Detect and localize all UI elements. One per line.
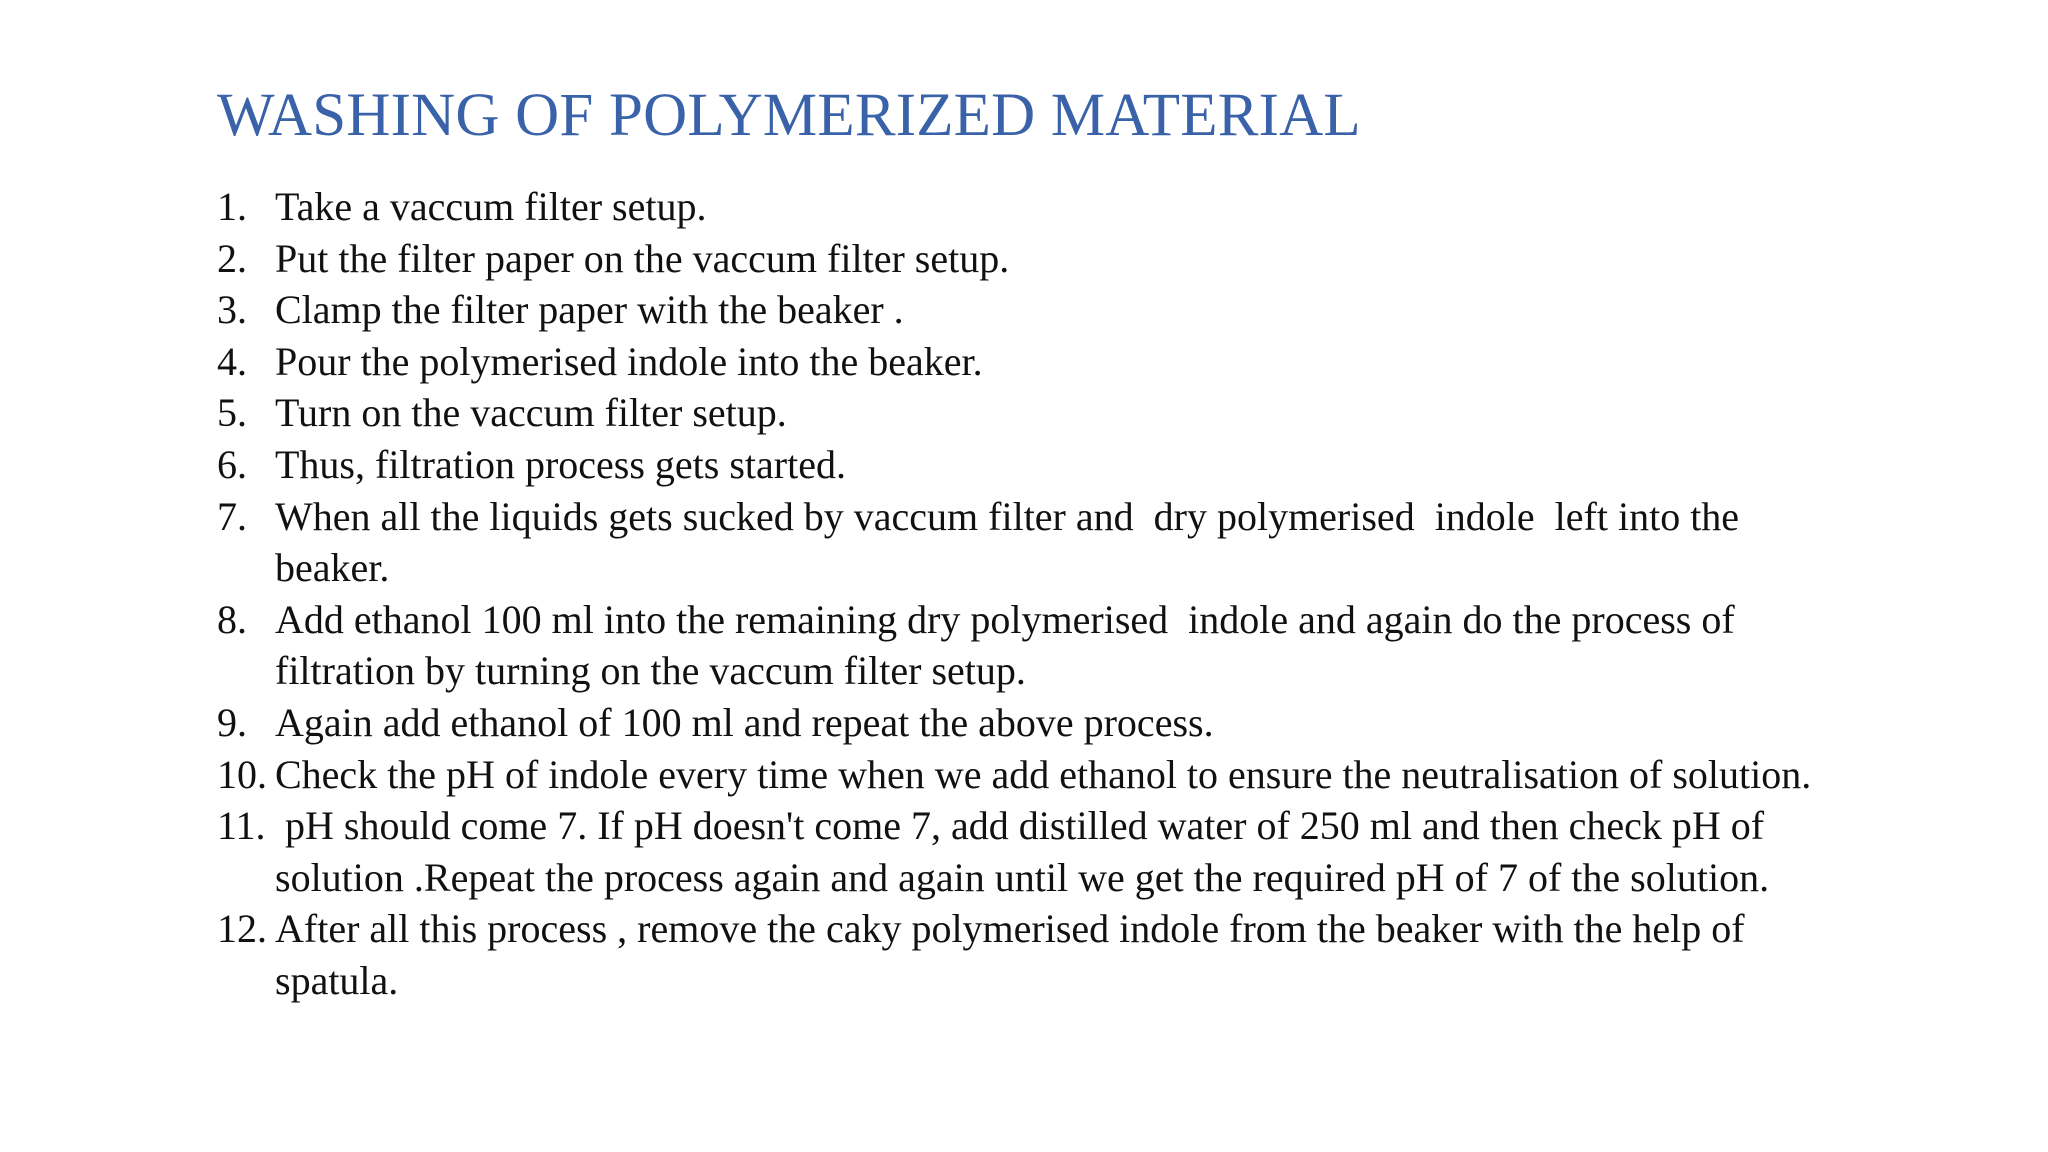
list-item	[217, 181, 1837, 233]
step-number: 5.	[217, 390, 247, 436]
list-item	[217, 284, 1837, 336]
step-number: 7.	[217, 493, 247, 539]
list-item	[217, 749, 1837, 801]
step-text: pH should come 7. If pH doesn't come 7, add distilled water of 250 ml and then check pH of solution .Repeat the process again and again until we get the required pH of 7 of the solution.	[275, 803, 1775, 900]
step-text: Check the pH of indole every time when we add ethanol to ensure the neutralisation of solution.	[275, 751, 1812, 797]
step-number: 9.	[217, 699, 247, 745]
step-number: 12.	[217, 906, 267, 952]
steps-list	[217, 181, 1837, 1007]
list-item	[217, 233, 1837, 285]
step-number: 3.	[217, 287, 247, 333]
step-text: When all the liquids gets sucked by vaccum filter and dry polymerised indole left into the beaker.	[275, 493, 1750, 591]
step-number: 2.	[217, 235, 247, 281]
step-text: Take a vaccum filter setup.	[275, 184, 707, 229]
list-item	[217, 336, 1837, 388]
list-item	[217, 594, 1837, 697]
step-text: Add ethanol 100 ml into the remaining dry polymerised indole and again do the process of filtration by turning on the vaccum filter setup.	[275, 596, 1745, 694]
step-number: 10.	[217, 751, 267, 797]
step-text: Again add ethanol of 100 ml and repeat the above process.	[275, 699, 1214, 745]
list-item	[217, 903, 1837, 1006]
step-text: Pour the polymerised indole into the beaker.	[275, 338, 983, 384]
step-text: Clamp the filter paper with the beaker .	[275, 287, 904, 333]
list-item	[217, 800, 1837, 903]
step-number: 6.	[217, 441, 247, 487]
list-item	[217, 491, 1837, 594]
list-item	[217, 387, 1837, 439]
step-text: Put the filter paper on the vaccum filter setup.	[275, 235, 1010, 281]
step-number: 11.	[217, 803, 266, 849]
step-text: After all this process , remove the caky polymerised indole from the beaker with the help of spatula.	[275, 906, 1755, 1003]
step-number: 4.	[217, 338, 247, 384]
step-number: 8.	[217, 596, 247, 642]
page-title: WASHING OF POLYMERIZED MATERIAL	[217, 82, 1361, 149]
list-item	[217, 697, 1837, 749]
step-text: Turn on the vaccum filter setup.	[275, 390, 787, 436]
step-text: Thus, filtration process gets started.	[275, 441, 846, 487]
list-item	[217, 439, 1837, 491]
step-number: 1.	[217, 184, 247, 229]
